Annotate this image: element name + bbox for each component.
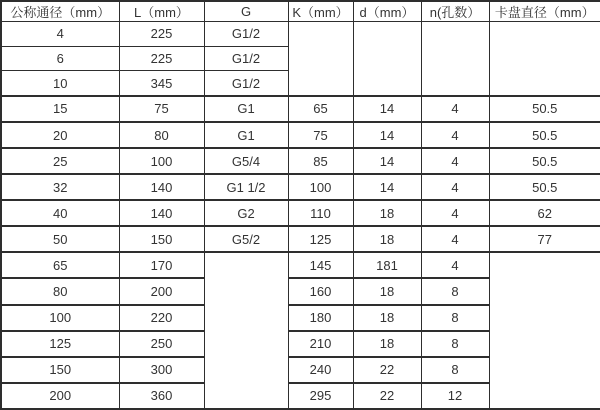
table-row — [1, 174, 600, 200]
table-row — [1, 22, 600, 47]
header-row — [1, 1, 600, 22]
table-cell: 200 — [119, 278, 204, 304]
column-header: K（mm） — [288, 1, 353, 22]
table-cell: 8 — [421, 357, 489, 383]
column-header: n(孔数） — [421, 1, 489, 22]
merged-empty-cell — [204, 252, 288, 409]
column-header: G — [204, 1, 288, 22]
table-cell: 4 — [421, 226, 489, 252]
table-cell: 12 — [421, 383, 489, 409]
table-cell: 65 — [288, 96, 353, 122]
table-row — [1, 226, 600, 252]
column-header: L（mm） — [119, 1, 204, 22]
table-cell: 4 — [1, 22, 119, 47]
table-cell: 6 — [1, 46, 119, 71]
table-cell: 4 — [421, 252, 489, 278]
table-cell: G5/4 — [204, 148, 288, 174]
table-cell: 75 — [288, 122, 353, 148]
table-cell: 15 — [1, 96, 119, 122]
table-row — [1, 122, 600, 148]
table-cell: 25 — [1, 148, 119, 174]
table-cell: 125 — [1, 331, 119, 357]
table-cell: 295 — [288, 383, 353, 409]
table-cell: 40 — [1, 200, 119, 226]
table-cell: 50.5 — [489, 122, 600, 148]
table-cell: 22 — [353, 357, 421, 383]
table-cell: 210 — [288, 331, 353, 357]
table-cell: 22 — [353, 383, 421, 409]
table-cell: 14 — [353, 148, 421, 174]
table-cell: 80 — [1, 278, 119, 304]
table-cell: 125 — [288, 226, 353, 252]
table-cell: 145 — [288, 252, 353, 278]
table-cell: 85 — [288, 148, 353, 174]
column-header: 公称通径（mm） — [1, 1, 119, 22]
table-cell: 360 — [119, 383, 204, 409]
merged-empty-cell — [489, 252, 600, 409]
table-cell: 10 — [1, 71, 119, 96]
table-cell: 220 — [119, 305, 204, 331]
table-cell: 181 — [353, 252, 421, 278]
column-header: d（mm） — [353, 1, 421, 22]
table-cell: 225 — [119, 46, 204, 71]
table-cell: G1 — [204, 96, 288, 122]
table-cell: G1/2 — [204, 46, 288, 71]
merged-empty-cell — [353, 22, 421, 96]
table-cell: 250 — [119, 331, 204, 357]
table-cell: 100 — [1, 305, 119, 331]
table-cell: 14 — [353, 96, 421, 122]
table-cell: 77 — [489, 226, 600, 252]
table-row — [1, 148, 600, 174]
table-cell: 4 — [421, 122, 489, 148]
table-cell: 50.5 — [489, 96, 600, 122]
table-cell: 300 — [119, 357, 204, 383]
table-cell: 18 — [353, 331, 421, 357]
table-cell: 80 — [119, 122, 204, 148]
table-row — [1, 200, 600, 226]
merged-empty-cell — [421, 22, 489, 96]
table-cell: 140 — [119, 200, 204, 226]
table-cell: 18 — [353, 305, 421, 331]
table-cell: 14 — [353, 174, 421, 200]
table-body — [1, 22, 600, 410]
table-cell: 4 — [421, 174, 489, 200]
table-cell: 140 — [119, 174, 204, 200]
table-cell: 50 — [1, 226, 119, 252]
table-row — [1, 96, 600, 122]
table-cell: G2 — [204, 200, 288, 226]
table-cell: 50.5 — [489, 148, 600, 174]
table-cell: G1 — [204, 122, 288, 148]
table-cell: 18 — [353, 200, 421, 226]
table-cell: 50.5 — [489, 174, 600, 200]
table-cell: 4 — [421, 148, 489, 174]
table-cell: 20 — [1, 122, 119, 148]
table-cell: 150 — [119, 226, 204, 252]
table-cell: 32 — [1, 174, 119, 200]
table-cell: 160 — [288, 278, 353, 304]
table-row — [1, 252, 600, 278]
table-cell: 14 — [353, 122, 421, 148]
merged-empty-cell — [489, 22, 600, 96]
table-cell: 240 — [288, 357, 353, 383]
table-cell: 345 — [119, 71, 204, 96]
table-cell: 18 — [353, 278, 421, 304]
table-cell: 100 — [288, 174, 353, 200]
column-header: 卡盘直径（mm） — [489, 1, 600, 22]
table-cell: 225 — [119, 22, 204, 47]
table-cell: 8 — [421, 331, 489, 357]
table-cell: 4 — [421, 200, 489, 226]
table-cell: 4 — [421, 96, 489, 122]
table-cell: G1 1/2 — [204, 174, 288, 200]
table-cell: 150 — [1, 357, 119, 383]
table-cell: 65 — [1, 252, 119, 278]
table-cell: 18 — [353, 226, 421, 252]
table-cell: 200 — [1, 383, 119, 409]
table-cell: 110 — [288, 200, 353, 226]
table-cell: 180 — [288, 305, 353, 331]
table-cell: 8 — [421, 278, 489, 304]
table-cell: 100 — [119, 148, 204, 174]
table-cell: 170 — [119, 252, 204, 278]
table-cell: 8 — [421, 305, 489, 331]
merged-empty-cell — [288, 22, 353, 96]
table-cell: 75 — [119, 96, 204, 122]
table-cell: G1/2 — [204, 22, 288, 47]
table-cell: G1/2 — [204, 71, 288, 96]
table-cell: G5/2 — [204, 226, 288, 252]
table-cell: 62 — [489, 200, 600, 226]
